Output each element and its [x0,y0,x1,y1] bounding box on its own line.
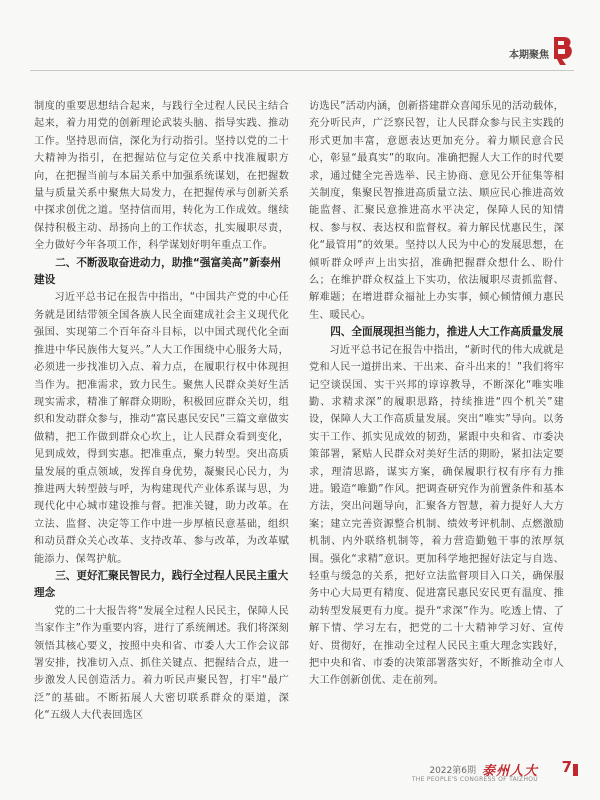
paragraph: 访选民”活动内涵，创新搭建群众喜闻乐见的活动载体，充分听民声，广泛察民智，让人民群众参与民主实践的形式更加丰富，意愿表达更加充分。着力顺民意合民心，彰显“最真实”的取向。准确把握人大工作的时代要求，通过健全完善选举、民主协商、意见公开征集等相关制度，集聚民智推进高质量立法、顺应民心推进高效能监督、汇聚民意推进高水平决定，保障人民的知情权、参与权、表达权和监督权。着力解民忧惠民生，深化“最管用”的效果。坚持以人民为中心的发展思想，在倾听群众呼声上出实招，准确把握群众想什么、盼什么；在维护群众权益上下实功，依法履职尽责抓监督、解难题；在增进群众福祉上办实事，倾心倾情倾力惠民生、暖民心。 [309,101,564,321]
paragraph: 习近平总书记在报告中指出，“新时代的伟大成就是党和人民一道拼出来、干出来、奋斗出来的！”我们将牢记空谈误国、实干兴邦的谆谆教导，不断深化“唯实唯勤、求精求深”的履职思路，持续推进“四个机关”建设，保障人大工作高质量发展。突出“唯实”导向。以务实干工作、抓实见成效的韧劲，紧跟中央和省、市委决策部署，紧贴人民群众对美好生活的期盼，紧扣法定要求，理清思路，谋实方案，确保履职行权有序有力推进。锻造“唯勤”作风。把调查研究作为前置条件和基本方法，突出问题导向，汇聚各方智慧，着力提好人大方案；建立完善资源整合机制、绩效考评机制、点燃激励机制、内外联络机制等，着力营造勤勉干事的浓厚氛围。强化“求精”意识。更加科学地把握好法定与自选、轻重与缓急的关系，把好立法监督项目入口关，确保服务中心大局更有精度、促进富民惠民安民更有温度、推动转型发展更有力度。提升“求深”作为。吃透上情、了解下情、学习左右，把党的二十大精神学习好、宣传好、贯彻好，在推动全过程人民民主重大理念实践好，把中央和省、市委的决策部署落实好，不断推动全市人大工作创新创优、走在前列。 [309,344,564,687]
paragraph: 习近平总书记在报告中指出，“中国共产党的中心任务就是团结带领全国各族人民全面建成社会主义现代化强国、实现第二个百年奋斗目标，以中国式现代化全面推进中华民族伟大复兴。”人大工作围绕中心服务大局，必须进一步找准切入点、着力点，在履职行权中体现担当作为。把准需求，致力民生。聚焦人民群众美好生活现实需求，精准了解群众期盼，积极回应群众关切，组织和发动群众参与，推动“富民惠民安民”三篇文章做实做精，把工作做到群众心坎上，让人民群众看到变化，见到成效，得到实惠。把准重点，聚力转型。突出高质量发展的重点领域，发挥自身优势，凝聚民心民力，为推进两大转型鼓与呼，为构建现代产业体系谋与思，为现代化中心城市建设推与督。把准关键，助力改革。在立法、监督、决定等工作中进一步厚植民意基础，组织和动员群众关心改革、支持改革、参与改革，为改革赋能添力、保驾护航。 [34,292,289,565]
article-body [34,98,564,738]
brand-name: 泰州人大 [481,764,538,779]
section-heading: 四、全面展现担当能力，推进人大工作高质量发展 [330,326,564,339]
brand-subtitle: THE PEOPLE'S CONGRESS OF TAIZHOU [411,776,538,783]
section-heading: 二、不断汲取奋进动力，助推“强富美高”新泰州建设 [34,256,281,287]
page-footer [328,756,578,786]
page-number: 7 [561,758,572,776]
left-column [34,98,289,738]
section-heading: 三、更好汇聚民智民力，践行全过程人民民主重大理念 [34,569,289,600]
paragraph: 制度的重要思想结合起来，与践行全过程人民民主结合起来，着力用党的创新理论武装头脑、指导实践、推动工作。坚持思而信，深化为行动指引。坚持以党的二十大精神为指引，在把握站位与定位关系中找准履职方向，在把握当前与本届关系中加强系统谋划，在把握数量与质量关系中聚焦大局发力，在把握传承与创新关系中探求创优之道。坚持信而用，转化为工作成效。继续保持积极主动、昂扬向上的工作状态，扎实履职尽责，全力做好今年各项工作，科学谋划好明年重点工作。 [34,101,289,252]
section-logo-icon [552,36,574,66]
paragraph: 党的二十大报告将“发展全过程人民民主，保障人民当家作主”作为重要内容，进行了系统阐述。我们将深刻领悟其核心要义，按照中央和省、市委人大工作会议部署安排，找准切入点、抓住关键点、把握结合点，进一步激发人民创造活力。着力听民声聚民智，打牢“最广泛”的基础。不断拓展人大密切联系群众的渠道，深化“五级人大代表回选区 [34,605,289,722]
issue-number: 2022第6期 [429,766,476,776]
page-marker [573,764,578,776]
right-column [309,98,564,738]
header-divider [30,70,574,71]
section-label: 本期聚焦 [509,50,549,61]
